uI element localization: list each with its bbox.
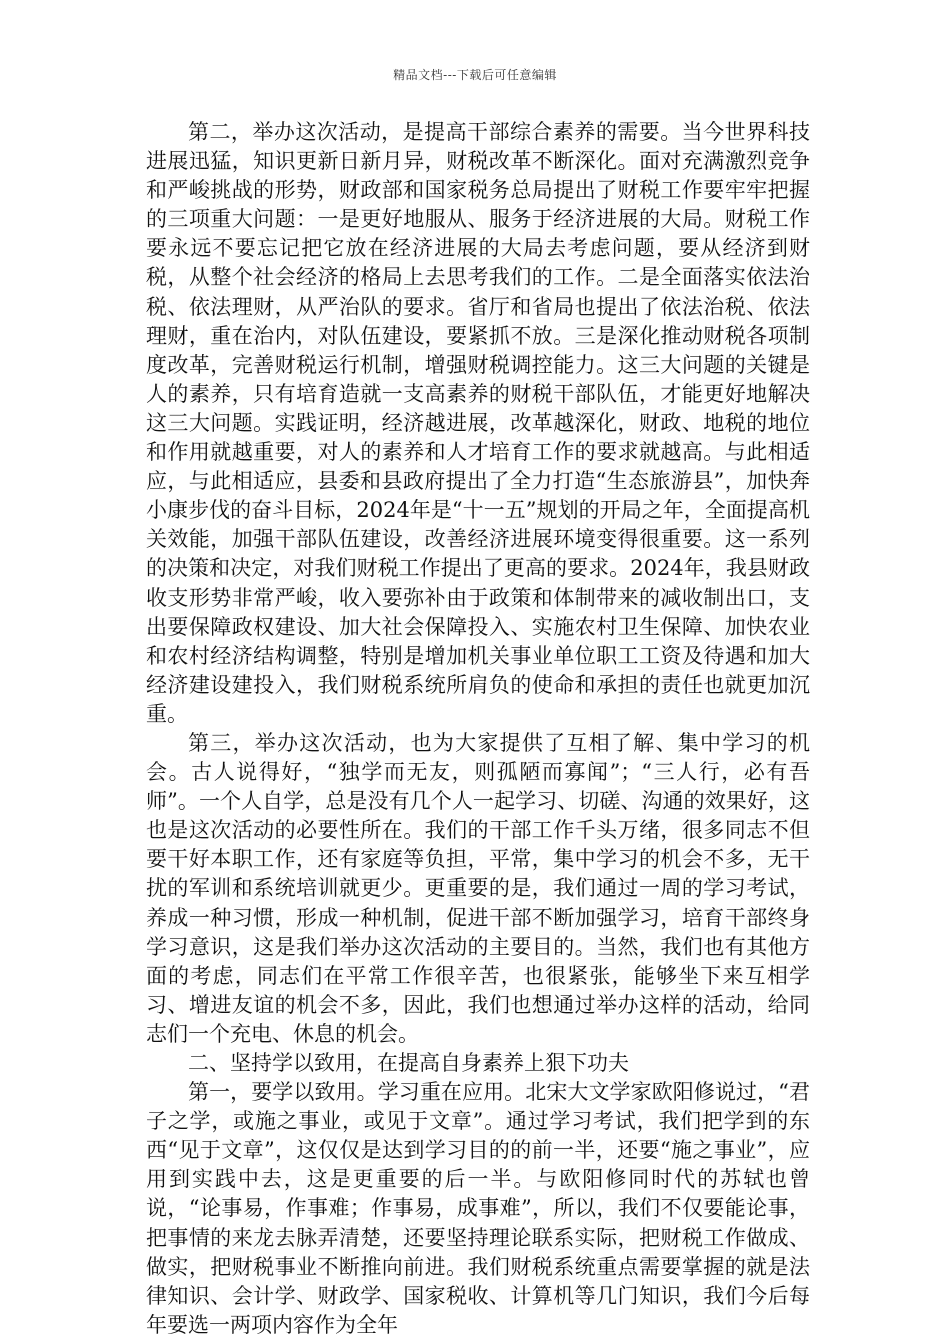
paragraph-first-apply: 第一，要学以致用。学习重在应用。北宋大文学家欧阳修说过，“君子之学，或施之事业，或见于文章”。通过学习考试，我们把学到的东西“见于文章”，这仅仅是达到学习目的的前一半，还要“施之事业”，应用到实践中去，这是更重要的后一半。与欧阳修同时代的苏轼也曾说，“论事易，作事难；作事易，成事难”，所以，我们不仅要能论事，把事情的来龙去脉弄清楚，还要坚持理论联系实际，把财税工作做成、做实，把财税事业不断推向前进。我们财税系统重点需要掌握的就是法律知识、会计学、财政学、国家税收、计算机等几门知识，我们今后每年要选一两项内容作为全年 (146, 1080, 810, 1337)
document-body (146, 118, 810, 1340)
section-heading-two: 二、坚持学以致用，在提高自身素养上狠下功夫 (188, 1051, 629, 1075)
paragraph-third-reason: 第三，举办这次活动，也为大家提供了互相了解、集中学习的机会。古人说得好，“独学而无友，则孤陋而寡闻”；“三人行，必有吾师”。一个人自学，总是没有几个人一起学习、切磋、沟通的效果好，这也是这次活动的必要性所在。我们的干部工作千头万绪，很多同志不但要干好本职工作，还有家庭等负担，平常，集中学习的机会不多，无干扰的军训和系统培训就更少。更重要的是，我们通过一周的学习考试，养成一种习惯，形成一种机制，促进干部不断加强学习，培育干部终身学习意识，这是我们举办这次活动的主要目的。当然，我们也有其他方面的考虑，同志们在平常工作很辛苦，也很紧张，能够坐下来互相学习、增进友谊的机会不多，因此，我们也想通过举办这样的活动，给同志们一个充电、休息的机会。 (146, 730, 810, 1046)
page-header: 精品文档---下载后可任意编辑 (393, 68, 557, 82)
paragraph-second-reason: 第二，举办这次活动，是提高干部综合素养的需要。当今世界科技进展迅猛，知识更新日新月异，财税改革不断深化。面对充满激烈竞争和严峻挑战的形势，财政部和国家税务总局提出了财税工作要牢牢把握的三项重大问题：一是更好地服从、服务于经济进展的大局。财税工作要永远不要忘记把它放在经济进展的大局去考虑问题，要从经济到财税，从整个社会经济的格局上去思考我们的工作。二是全面落实依法治税、依法理财，从严治队的要求。省厅和省局也提出了依法治税、依法理财，重在治内，对队伍建设，要紧抓不放。三是深化推动财税各项制度改革，完善财税运行机制，增强财税调控能力。这三大问题的关键是人的素养，只有培育造就一支高素养的财税干部队伍，才能更好地解决这三大问题。实践证明，经济越进展，改革越深化，财政、地税的地位和作用就越重要，对人的素养和人才培育工作的要求就越高。与此相适应，与此相适应，县委和县政府提出了全力打造“生态旅游县”，加快奔小康步伐的奋斗目标，2024年是“十一五”规划的开局之年，全面提高机关效能，加强干部队伍建设，改善经济进展环境变得很重要。这一系列的决策和决定，对我们财税工作提出了更高的要求。2024年，我县财政收支形势非常严峻，收入要弥补由于政策和体制带来的减收制出口，支出要保障政权建设、加大社会保障投入、实施农村卫生保障、加快农业和农村经济结构调整，特别是增加机关事业单位职工工资及待遇和加大经济建设建投入，我们财税系统所肩负的使命和承担的责任也就更加沉重。 (146, 120, 810, 726)
